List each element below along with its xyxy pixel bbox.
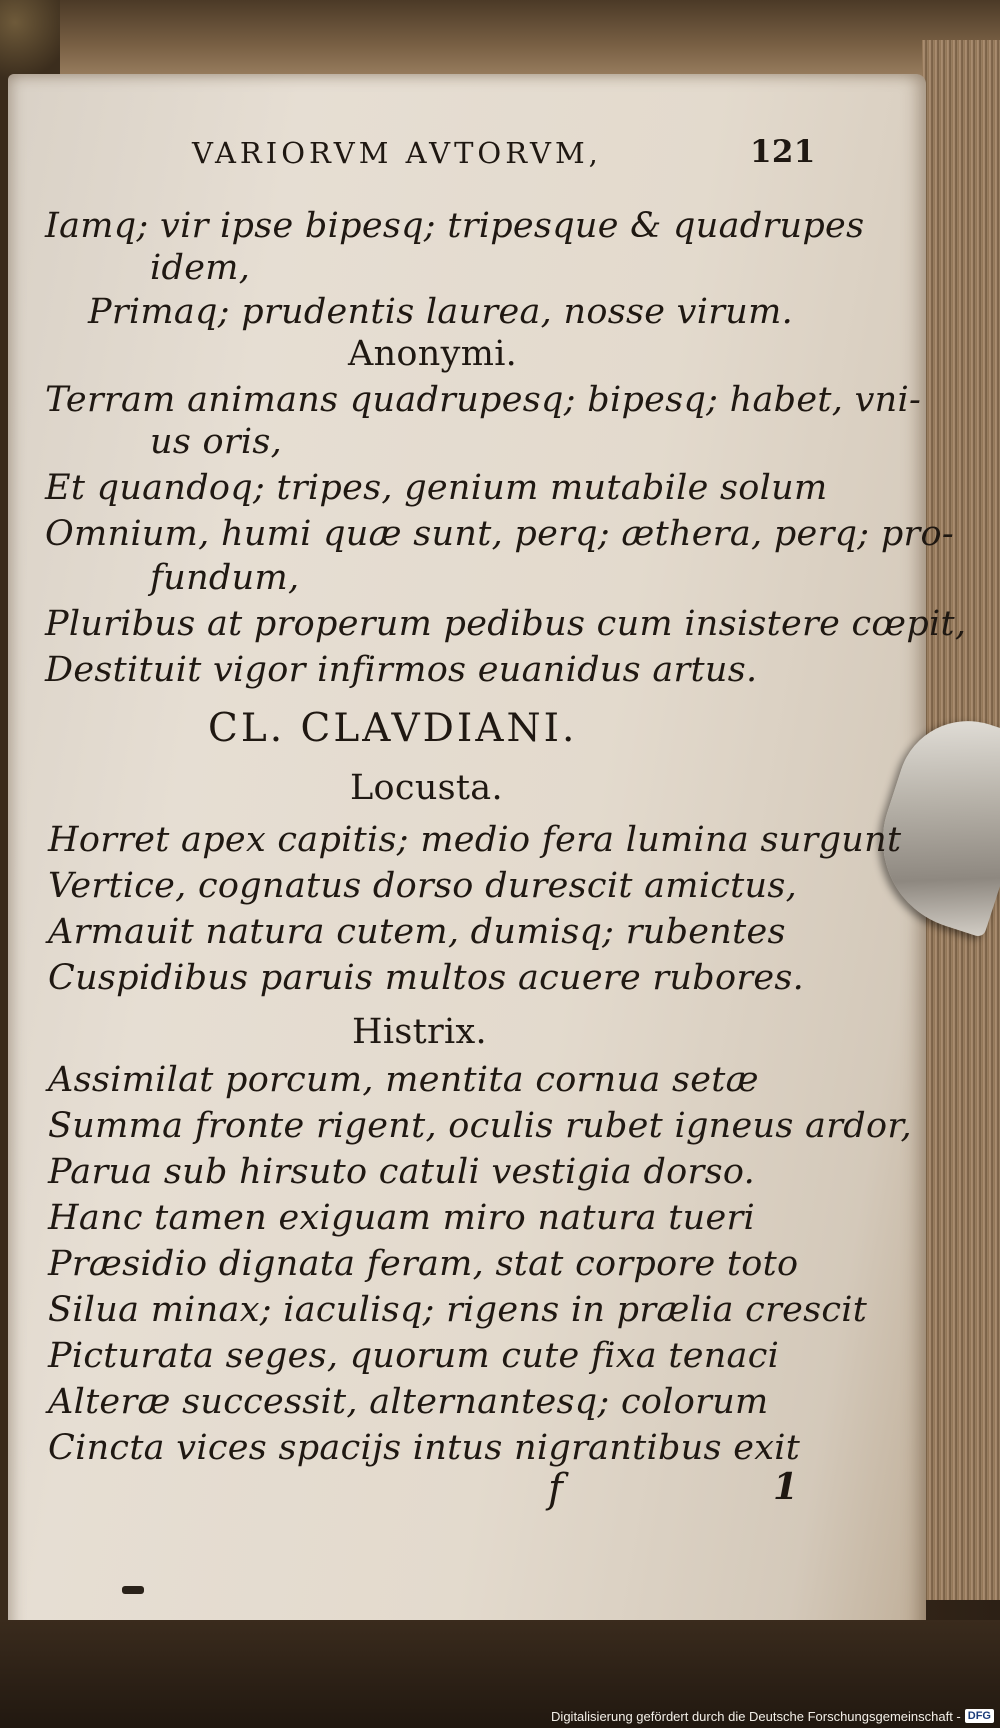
text-line: Iamq; vir ipse bipesq; tripesque & quadrupes — [45, 206, 865, 246]
text-line: Et quandoq; tripes, genium mutabile solum — [45, 468, 828, 508]
gathering-number: 1 — [773, 1466, 799, 1508]
text-line: Cincta vices spacijs intus nigrantibus exit — [48, 1428, 801, 1468]
text-line: Hanc tamen exiguam miro natura tueri — [48, 1198, 756, 1238]
dfg-logo[interactable]: DFG — [965, 1709, 994, 1723]
text-line: Destituit vigor infirmos euanidus artus. — [45, 650, 758, 690]
text-line: us oris, — [150, 422, 283, 462]
text-line: Cuspidibus paruis multos acuere rubores. — [48, 958, 805, 998]
text-line: Alteræ successit, alternantesq; colorum — [48, 1382, 769, 1422]
text-line: Omnium, humi quæ sunt, perq; æthera, perq; pro- — [45, 514, 955, 554]
running-title: VARIORVM AVTORVM, — [192, 136, 602, 170]
credit-text: Digitalisierung gefördert durch die Deutsche Forschungsgemeinschaft - — [551, 1708, 961, 1724]
text-line: Terram animans quadrupesq; bipesq; habet, vni- — [45, 380, 922, 420]
section-heading: Anonymi. — [348, 334, 518, 374]
ink-mark — [122, 1586, 144, 1594]
text-line: Parua sub hirsuto catuli vestigia dorso. — [48, 1152, 756, 1192]
text-line: Primaq; prudentis laurea, nosse virum. — [88, 292, 794, 332]
text-line: Picturata seges, quorum cute fixa tenaci — [48, 1336, 780, 1376]
poem-title: Histrix. — [352, 1012, 487, 1052]
text-line: Armauit natura cutem, dumisq; rubentes — [48, 912, 786, 952]
text-line: Pluribus at properum pedibus cum insistere cœpit, — [45, 604, 967, 644]
text-line: Præsidio dignata feram, stat corpore toto — [48, 1244, 799, 1284]
text-line: Vertice, cognatus dorso durescit amictus, — [48, 866, 798, 906]
text-line: Assimilat porcum, mentita cornua setæ — [48, 1060, 759, 1100]
text-line: Summa fronte rigent, oculis rubet igneus ardor, — [48, 1106, 912, 1146]
author-heading: CL. CLAVDIANI. — [208, 706, 578, 751]
book-top-edge — [0, 0, 1000, 85]
text-line: idem, — [150, 248, 251, 288]
digitization-credit — [0, 1704, 1000, 1728]
text-line: Silua minax; iaculisq; rigens in prælia crescit — [48, 1290, 868, 1330]
text-line: Horret apex capitis; medio fera lumina surgunt — [48, 820, 902, 860]
page-number: 121 — [750, 134, 816, 170]
poem-title: Locusta. — [350, 768, 503, 808]
signature-mark: f — [548, 1466, 564, 1512]
text-line: fundum, — [150, 558, 300, 598]
